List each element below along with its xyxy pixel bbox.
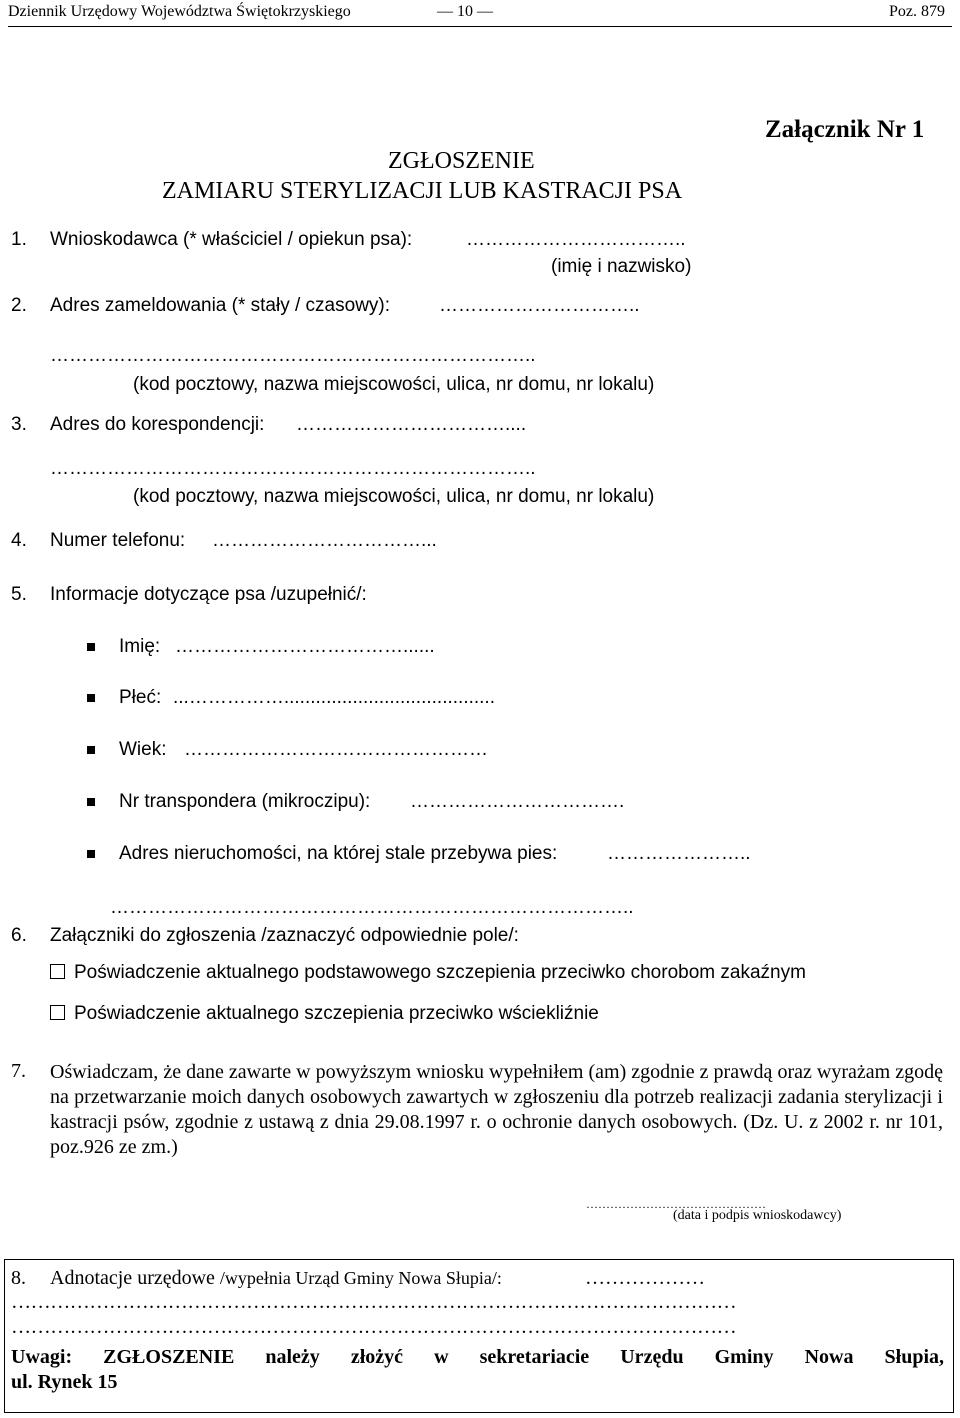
item-3-fill-dots-line2[interactable]: ………………………………………………………………….. [50,458,536,479]
item-8-number: 8. [11,1267,26,1289]
checkbox[interactable] [50,964,65,979]
attachment-option-2[interactable] [50,1003,599,1025]
item-3-fill-dots[interactable]: …………………………….... [296,414,527,435]
dog-sex-label: Płeć: [119,687,162,708]
submission-note: Uwagi: ZGŁOSZENIE należy złożyć w sekretariacie Urzędu Gminy Nowa Słupia, [11,1346,944,1368]
item-8-fill-dots-line3[interactable]: ………………………………………………………………………………………………… [11,1316,737,1338]
dog-sex-fill-dots[interactable]: ...……………........................................ [173,687,495,708]
item-1-number: 1. [11,229,27,250]
item-4-number: 4. [11,530,27,551]
attachment-option-2-label: Poświadczenie aktualnego szczepienia przeciwko wściekliźnie [74,1003,599,1024]
item-6-number: 6. [11,925,27,946]
bullet-icon [87,746,95,754]
item-8-label-sub: /wypełnia Urząd Gminy Nowa Słupia/: [219,1268,502,1288]
item-7-number: 7. [11,1060,26,1082]
signature-dots[interactable]: ……………………………………… [586,1197,766,1211]
submission-address: ul. Rynek 15 [11,1371,118,1393]
bullet-icon [87,643,95,651]
item-6-label: Załączniki do zgłoszenia /zaznaczyć odpowiednie pole/: [50,925,519,946]
journal-title: Dziennik Urzędowy Województwa Świętokrzyskiego [8,3,351,20]
bullet-icon [87,694,95,702]
item-3-hint: (kod pocztowy, nazwa miejscowości, ulica, nr domu, nr lokalu) [133,486,655,507]
attachment-option-1-label: Poświadczenie aktualnego podstawowego szczepienia przeciwko chorobom zakaźnym [74,962,806,983]
annex-label: Załącznik Nr 1 [765,116,925,143]
page-number: — 10 — [437,3,493,20]
item-4-fill-dots[interactable]: ……………………………... [212,530,437,551]
dog-name-label: Imię: [119,636,161,657]
dog-address-label: Adres nieruchomości, na której stale przebywa pies: [119,843,558,864]
item-2-hint: (kod pocztowy, nazwa miejscowości, ulica, nr domu, nr lokalu) [133,374,655,395]
checkbox[interactable] [50,1005,65,1020]
transponder-fill-dots[interactable]: ……………………………. [410,791,625,812]
form-subtitle: ZAMIARU STERYLIZACJI LUB KASTRACJI PSA [162,178,683,204]
item-4-label: Numer telefonu: [50,530,186,551]
transponder-label: Nr transpondera (mikroczipu): [119,791,371,812]
item-3-label: Adres do korespondencji: [50,414,265,435]
item-2-fill-dots-line2[interactable]: ………………………………………………………………….. [50,345,536,366]
dog-name-fill-dots[interactable]: ………………………………...... [175,636,435,657]
form-title: ZGŁOSZENIE [388,148,535,174]
item-1-label: Wnioskodawca (* właściciel / opiekun psa): [50,229,413,250]
item-8-label [50,1267,502,1290]
consent-statement: Oświadczam, że dane zawarte w powyższym wniosku wypełniłem (am) zgodnie z prawdą oraz wyrażam zgodę na przetwarzanie moich danych osobowych zawartych w zgłoszeniu dla potrzeb realizacji zadania sterylizacji i kastracji psów, zgodnie z ustawą z dnia 29.08.1997 r. o ochronie danych osobowych. (Dz. U. z 2002 r. nr 101, poz.926 ze zm.) [50,1061,943,1158]
item-1-fill-dots[interactable]: …………………………….. [466,229,686,250]
item-5-number: 5. [11,584,27,605]
header-divider [8,26,952,27]
item-2-fill-dots[interactable]: ………………………….. [439,295,640,316]
item-5-label: Informacje dotyczące psa /uzupełnić/: [50,584,367,605]
bullet-icon [87,850,95,858]
dog-age-fill-dots[interactable]: ………………………………………… [184,739,488,760]
item-8-label-main: Adnotacje urzędowe [50,1267,215,1289]
bullet-icon [87,798,95,806]
position-number: Poz. 879 [889,3,945,20]
item-8-fill-dots-line2[interactable]: ………………………………………………………………………………………………… [11,1291,737,1313]
dog-address-fill-dots[interactable]: ………………….. [607,843,751,864]
item-2-label: Adres zameldowania (* stały / czasowy): [50,295,391,316]
attachment-option-1[interactable] [50,962,806,984]
item-1-hint: (imię i nazwisko) [551,256,692,277]
item-2-number: 2. [11,295,27,316]
item-8-fill-dots[interactable]: ……………… [585,1267,705,1289]
item-3-number: 3. [11,414,27,435]
signature-label: (data i podpis wnioskodawcy) [673,1208,842,1223]
dog-age-label: Wiek: [119,739,167,760]
dog-address-fill-dots-line2[interactable]: ……………………………………………………………………….. [110,897,634,918]
